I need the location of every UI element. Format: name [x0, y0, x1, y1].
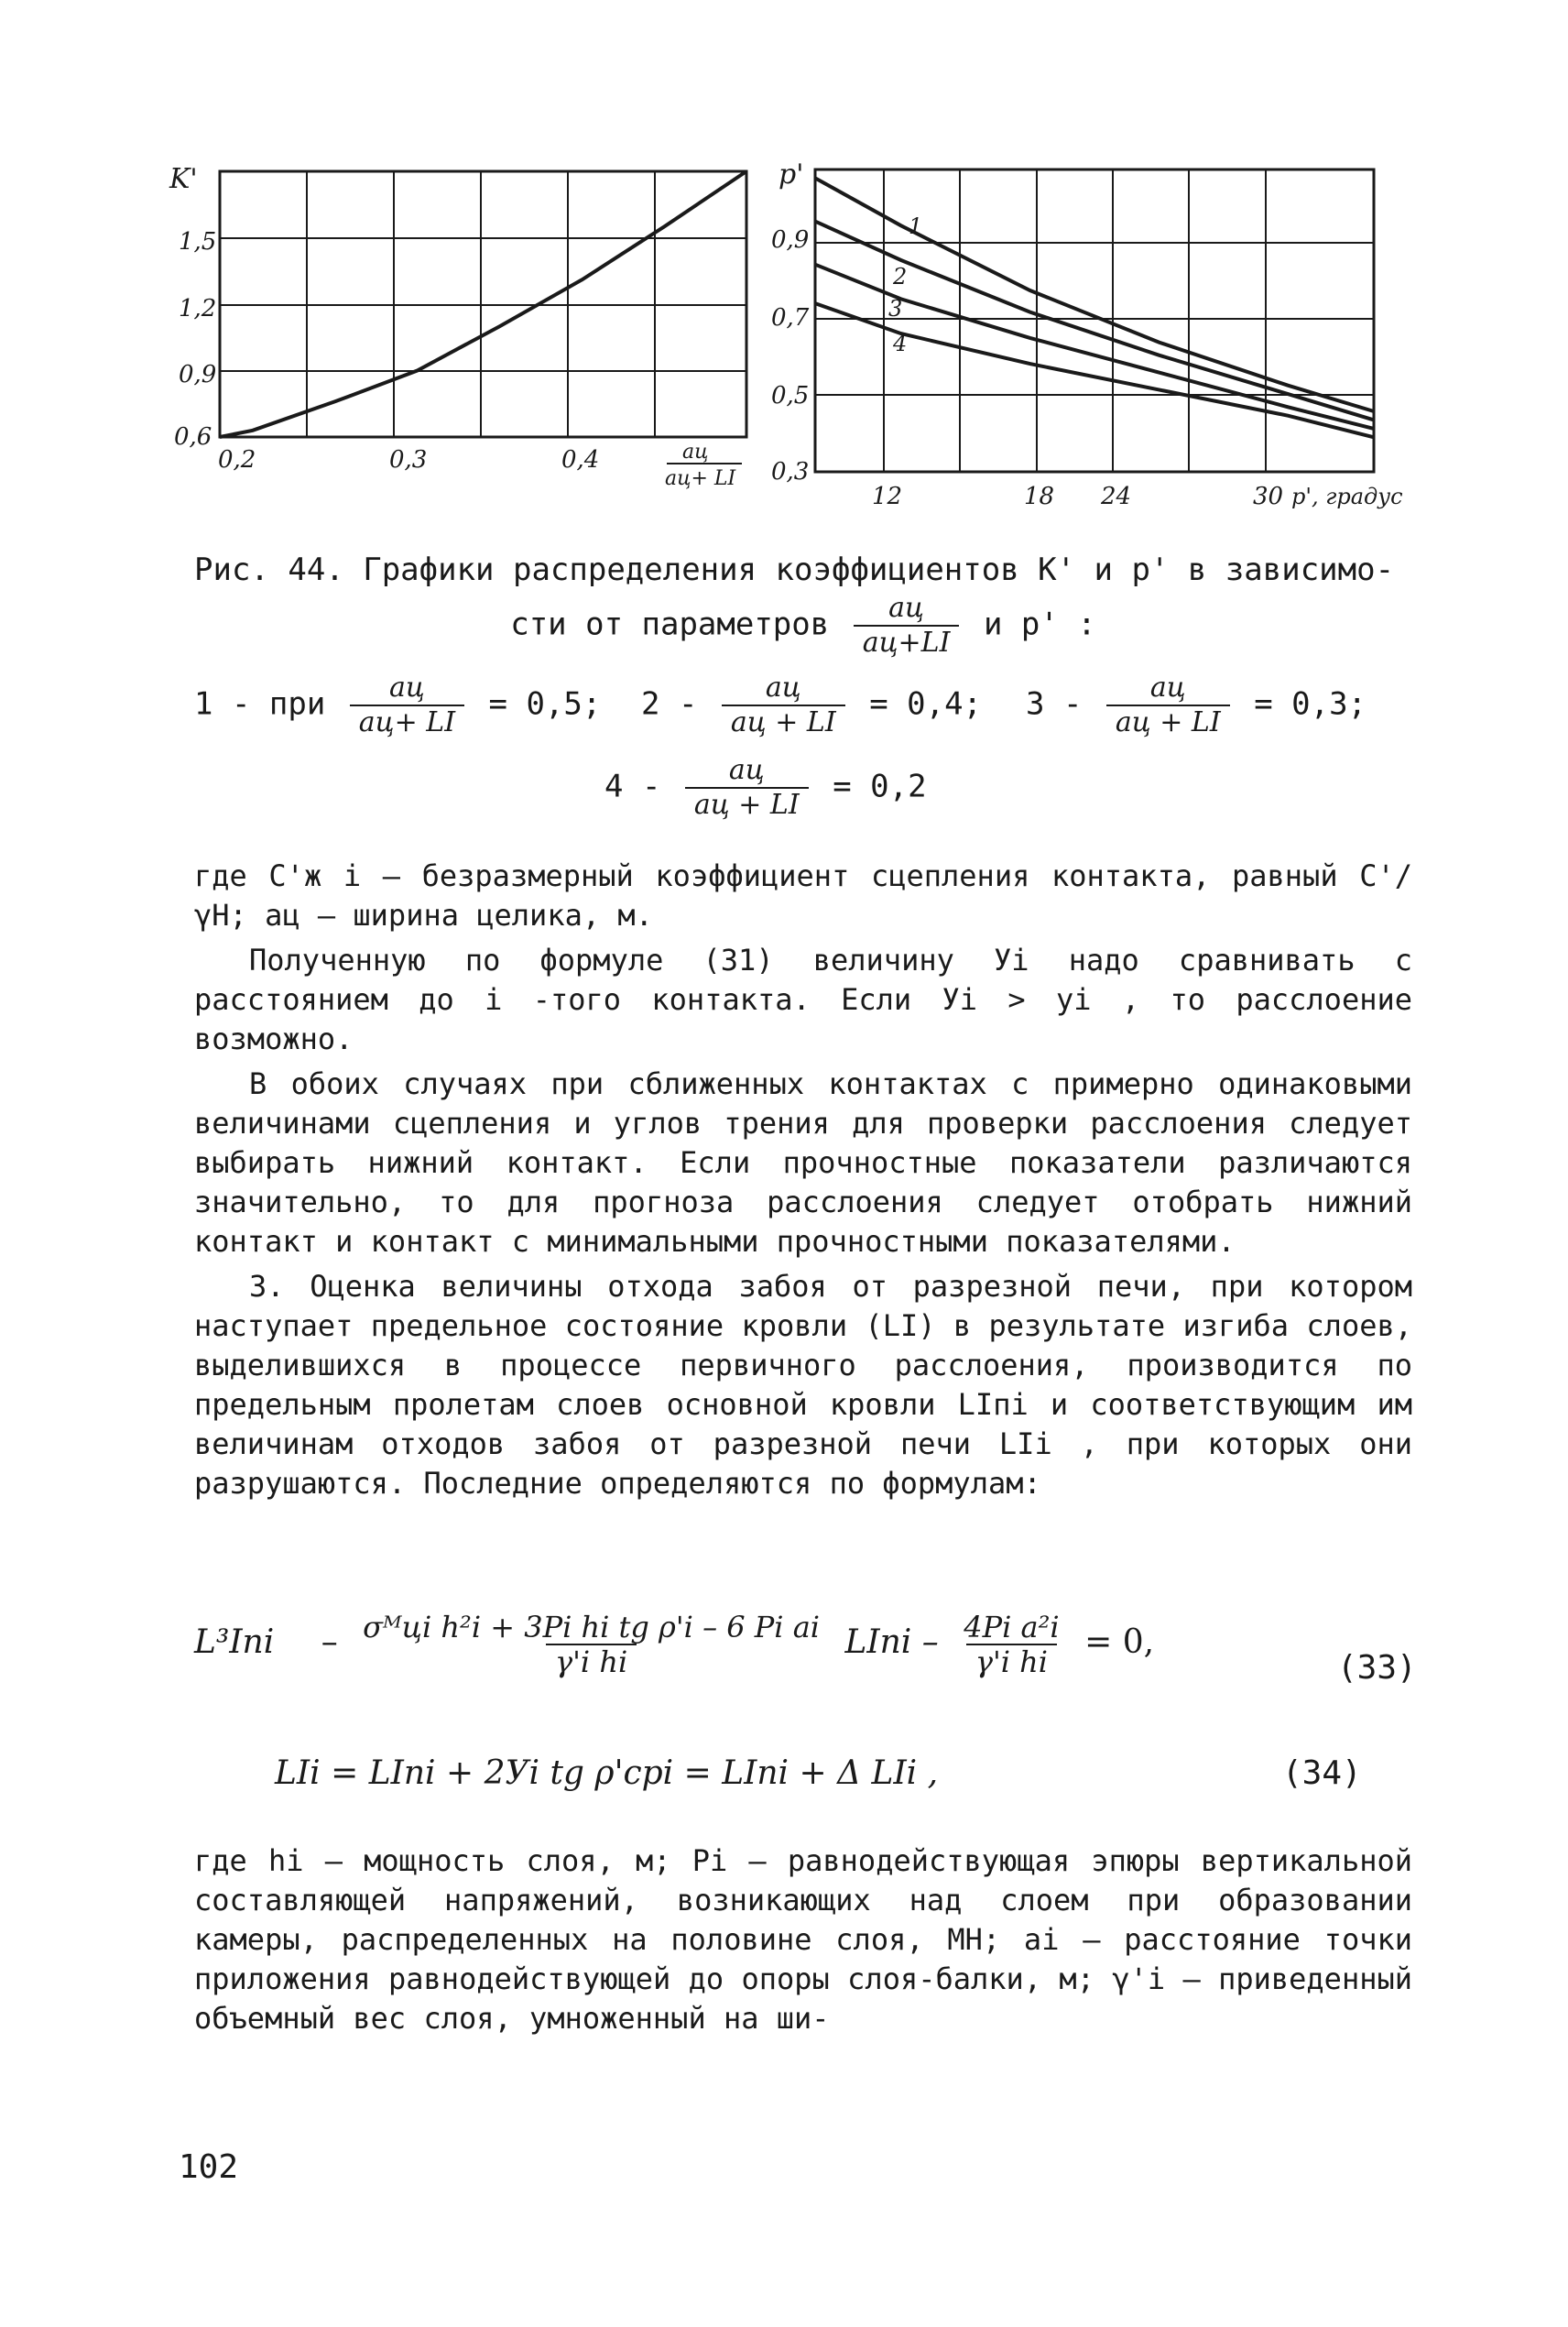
left-y-tick: 0,9: [179, 361, 217, 388]
caption-line-2-prefix: сти от параметров: [510, 606, 830, 643]
paragraph-2: Полученную по формуле (31) величину Уi надо сравнивать с расстоянием до i -того контакта. Если Уi > уi , то расслоение возможно.: [194, 943, 1412, 1056]
left-x-tick: 0,3: [389, 446, 428, 474]
fraction-denominator: aц + LI: [685, 787, 809, 820]
left-grid: [220, 171, 746, 437]
fraction-numerator: aц: [389, 672, 425, 704]
fraction-denominator: aц + LI: [1106, 705, 1230, 737]
equation-33-number: (33): [1337, 1649, 1417, 1687]
left-chart: [169, 163, 746, 490]
left-x-label-num: aц: [682, 441, 709, 464]
equation-34: LIi = LIпi + 2Уi tg ρ'cpi = LIпi + Δ LIi ,: [275, 1754, 939, 1792]
paragraph-4: 3. Оценка величины отхода забоя от разрезной печи, при котором наступает предельное состояние кровли (LI) в результате изгиба слоев, выделившихся в процессе первичного расслоения, производится по предельным пролетам слоев основной кровли LIпi и соответствующим им величинам отходов забоя от разрезной печи LIi , при которых они разрушаются. Последние определяются по формулам:: [194, 1269, 1412, 1501]
legend-value: = 0,4;: [869, 685, 983, 723]
eq33-numerator-1: σᴹцi h²i + 3Pi hi tg ρ'i – 6 Pi ai: [363, 1610, 821, 1644]
legend-fraction: [350, 673, 464, 737]
fraction-denominator: aц+LI: [854, 625, 960, 658]
right-x-tick: 18: [1024, 483, 1055, 510]
fraction-numerator: aц: [1149, 672, 1186, 704]
eq33-denominator-1: γ'i hi: [546, 1644, 637, 1677]
right-x-tick: 12: [872, 483, 903, 510]
legend-value: = 0,2: [833, 768, 927, 805]
right-x-axis-label: p', градус: [1291, 484, 1403, 509]
legend-fraction: [685, 756, 809, 820]
caption-line-2-suffix: и p' :: [983, 606, 1096, 643]
legend-value: = 0,5;: [488, 685, 602, 723]
equation-33: [194, 1612, 1431, 1677]
caption-line-2: [194, 594, 1412, 658]
curve-label-4: 4: [893, 331, 908, 356]
eq33-minus: –: [321, 1623, 338, 1661]
legend-prefix: 1 - при: [194, 685, 326, 723]
eq33-denominator-2: γ'i hi: [966, 1644, 1057, 1677]
caption-fraction: [854, 594, 960, 658]
figure-caption: [194, 550, 1412, 658]
fraction-numerator: aц: [888, 592, 924, 624]
curve-label-2: 2: [893, 264, 908, 290]
left-y-tick: 1,2: [179, 295, 217, 322]
paragraph-5: где hi – мощность слоя, м; Pi – равнодействующая эпюры вертикальной составляющей напряжений, возникающих над слоем при образовании камеры, распределенных на половине слоя, МН; ai – расстояние точки приложения равнодействующей до опоры слоя-балки, м; γ'i – приведенный объемный вес слоя, умноженный на ши-: [194, 1843, 1412, 2036]
fraction-numerator: aц: [728, 754, 765, 786]
curve-label-3: 3: [888, 296, 903, 322]
right-y-tick: 0,9: [771, 226, 810, 254]
legend-prefix: 3 -: [1026, 685, 1083, 723]
eq33-lhs: L³Iпi: [194, 1623, 275, 1661]
right-y-tick: 0,3: [771, 458, 810, 486]
left-x-tick: 0,2: [218, 446, 256, 474]
right-curve-4: [815, 303, 1374, 437]
equation-34-number: (34): [1282, 1754, 1362, 1792]
right-y-axis-label: p': [779, 158, 804, 191]
curve-label-1: 1: [909, 213, 923, 239]
legend-fraction: [1106, 673, 1230, 737]
right-y-tick: 0,5: [771, 382, 810, 410]
fraction-numerator: aц: [765, 672, 801, 704]
left-y-tick: 1,5: [179, 228, 217, 256]
right-x-tick: 24: [1101, 483, 1132, 510]
page-number: 102: [179, 2148, 239, 2186]
left-x-tick: 0,4: [561, 446, 600, 474]
left-x-label-den: aц+ LI: [665, 467, 736, 490]
right-x-tick: 30: [1253, 483, 1284, 510]
right-chart: [771, 158, 1403, 510]
eq33-rhs: = 0,: [1084, 1623, 1155, 1661]
legend-prefix: 2 -: [641, 685, 698, 723]
legend-value: = 0,3;: [1254, 685, 1367, 723]
eq33-mid: LIпi –: [844, 1623, 939, 1661]
eq33-fraction-1: [354, 1612, 829, 1677]
figure-44-charts: [156, 151, 1420, 536]
left-y-axis-label: K': [169, 163, 198, 195]
legend-fraction: [722, 673, 845, 737]
eq33-numerator-2: 4Pi a²i: [964, 1610, 1060, 1644]
body-text-bottom: [194, 1841, 1412, 2038]
body-text: [194, 857, 1412, 1503]
legend-item-4: [604, 756, 927, 820]
paragraph-3: В обоих случаях при сближенных контактах с примерно одинаковыми величинами сцепления и углов трения для проверки расслоения следует выбирать нижний контакт. Если прочностные показатели различаются значительно, то для прогноза расслоения следует отобрать нижний контакт и контакт с минимальными прочностными показателями.: [194, 1066, 1412, 1259]
eq33-fraction-2: [954, 1612, 1068, 1677]
paragraph-1: где C'ж i – безразмерный коэффициент сцепления контакта, равный C'/γH; aц – ширина целика, м.: [194, 858, 1412, 933]
fraction-denominator: aц + LI: [722, 705, 845, 737]
legend-item-3: [1026, 673, 1367, 737]
left-y-tick: 0,6: [174, 423, 212, 451]
legend-item-2: [641, 673, 982, 737]
legend-item-1: [194, 673, 601, 737]
fraction-denominator: aц+ LI: [350, 705, 464, 737]
caption-line-1: Рис. 44. Графики распределения коэффициентов K' и p' в зависимо-: [194, 552, 1395, 588]
right-y-tick: 0,7: [771, 304, 810, 332]
legend-prefix: 4 -: [604, 768, 661, 805]
